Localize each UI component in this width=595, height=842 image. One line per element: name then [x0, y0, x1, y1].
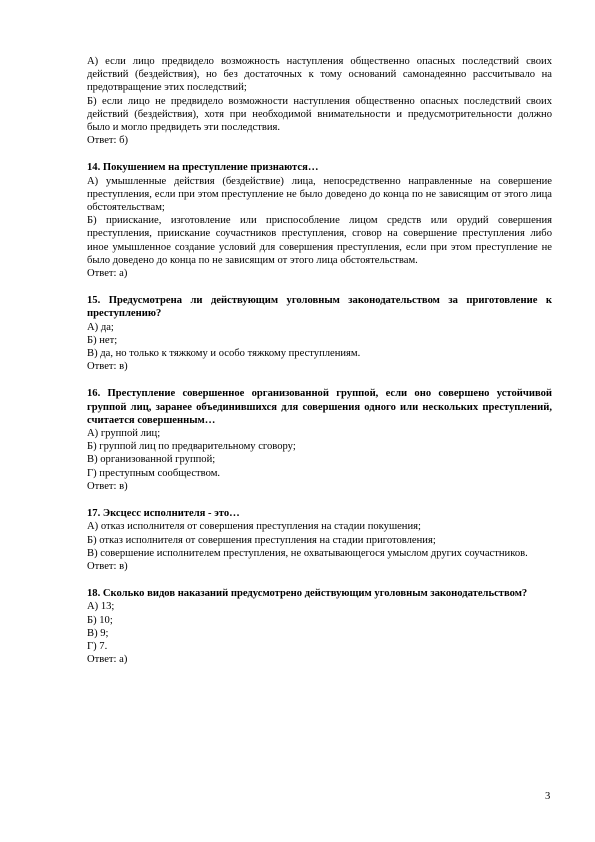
option-text: Б) приискание, изготовление или приспособление лицом средств или орудий совершения преступления, приискание соучастников преступления, сговор на совершение преступления либо иное умышленное создание условий для совершения преступления, если при этом преступление не было доведено до конца по не зависящим от этого лица обстоятельствам. [87, 215, 552, 266]
question-title: 14. Покушением на преступление признаются… [87, 162, 319, 174]
question-17 [87, 507, 552, 573]
option-text: В) да, но только к тяжкому и особо тяжкому преступлениям. [87, 348, 361, 360]
answer-text: Ответ: в) [87, 361, 128, 373]
answer-text: Ответ: а) [87, 268, 128, 280]
option-text: Б) отказ исполнителя от совершения преступления на стадии приготовления; [87, 534, 436, 546]
option-text: А) 13; [87, 601, 115, 613]
option-text: В) 9; [87, 627, 109, 639]
question-18 [87, 587, 552, 666]
question-15 [87, 294, 552, 373]
lead-block [87, 55, 552, 147]
option-text: В) организованной группой; [87, 454, 216, 466]
option-text: Г) преступным сообществом. [87, 467, 221, 479]
option-text: Б) 10; [87, 614, 113, 626]
option-text: Б) нет; [87, 334, 118, 346]
option-text: А) да; [87, 321, 114, 333]
answer-text: Ответ: а) [87, 654, 128, 666]
option-text: Б) группой лиц по предварительному сговору; [87, 441, 296, 453]
option-text: А) умышленные действия (бездействие) лица, непосредственно направленные на совершение преступления, если при этом преступление не было доведено до конца по не зависящим от этого лица обстоятельствам; [87, 175, 552, 214]
question-14 [87, 161, 552, 280]
question-16 [87, 387, 552, 493]
question-title: 18. Сколько видов наказаний предусмотрено действующим уголовным законодательством? [87, 588, 528, 600]
page-number: 3 [545, 791, 551, 802]
question-title: 17. Эксцесс исполнителя - это… [87, 508, 240, 520]
option-text: А) группой лиц; [87, 428, 161, 440]
answer-text: Ответ: в) [87, 560, 128, 572]
document-body [87, 55, 552, 666]
option-text: Б) если лицо не предвидело возможности наступления общественно опасных последствий своих действий (бездействия), хотя при необходимой внимательности и предусмотрительности должно было и могло предвидеть эти последствия. [87, 95, 552, 134]
answer-text: Ответ: б) [87, 135, 129, 147]
answer-text: Ответ: в) [87, 480, 128, 492]
question-title: 16. Преступление совершенное организованной группой, если оно совершено устойчивой группой лиц, заранее объединившихся для совершения одного или нескольких преступлений, считается совершенным… [87, 388, 552, 426]
question-title: 15. Предусмотрена ли действующим уголовным законодательством за приготовление к преступлению? [87, 295, 552, 320]
option-text: А) отказ исполнителя от совершения преступления на стадии покушения; [87, 521, 421, 533]
option-text: А) если лицо предвидело возможность наступления общественно опасных последствий своих действий (бездействия), но без достаточных к тому оснований самонадеянно рассчитывало на предотвращение этих последствий; [87, 56, 552, 94]
option-text: В) совершение исполнителем преступления, не охватывающегося умыслом других соучастников. [87, 547, 528, 559]
option-text: Г) 7. [87, 640, 108, 652]
